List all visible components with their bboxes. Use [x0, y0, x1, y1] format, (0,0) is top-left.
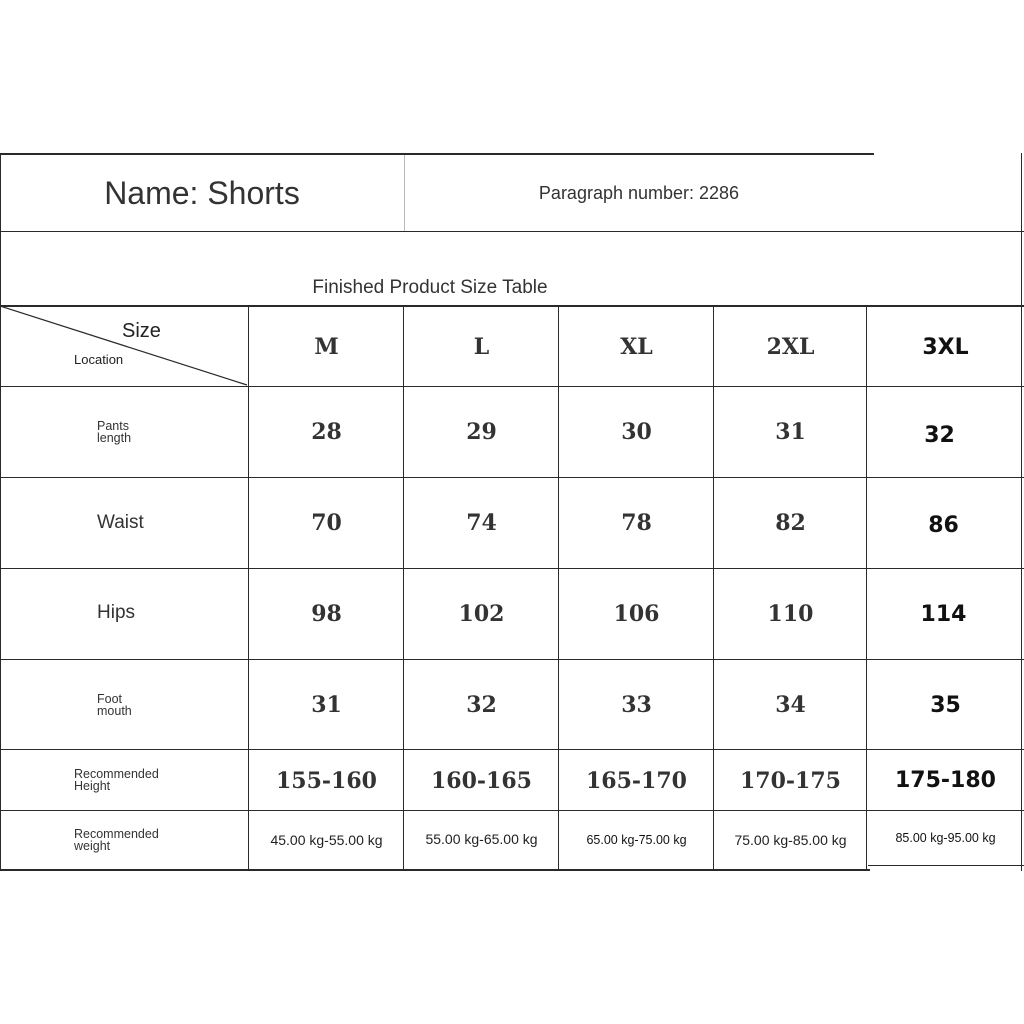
row-label-recommended-height: Recommended Height — [74, 767, 159, 793]
row-label-foot-mouth: Foot mouth — [97, 691, 132, 718]
table-cell: 29 — [466, 419, 497, 445]
table-cell: 86 — [928, 512, 959, 538]
location-header-label: Location — [74, 352, 124, 367]
table-border-bottom — [0, 869, 870, 871]
table-cell: 70 — [311, 510, 342, 536]
row-label-waist: Waist — [97, 512, 144, 533]
table-cell: 106 — [613, 601, 660, 627]
table-cell: 30 — [621, 419, 652, 445]
size-header-label: Size — [122, 320, 161, 342]
table-cell: 165-170 — [586, 768, 687, 794]
table-cell: 31 — [775, 419, 806, 445]
table-border-left — [0, 153, 1, 871]
product-name: Name: Shorts — [104, 174, 300, 211]
table-cell: 74 — [466, 510, 497, 536]
table-cell: 35 — [930, 692, 961, 718]
size-header-m: M — [314, 334, 339, 360]
row-label-recommended-weight: Recommended weight — [74, 827, 159, 853]
table-cell: 102 — [458, 601, 505, 627]
table-cell: 45.00 kg-55.00 kg — [270, 832, 383, 848]
table-cell: 170-175 — [740, 768, 841, 794]
table-border-bottom — [868, 865, 1024, 866]
paragraph-number: Paragraph number: 2286 — [538, 182, 740, 203]
table-cell: 85.00 kg-95.00 kg — [895, 831, 996, 845]
size-header-xl: XL — [620, 334, 653, 360]
row-label-pants-length: Pants length — [97, 419, 132, 445]
table-cell: 31 — [311, 692, 342, 718]
size-header-l: L — [473, 334, 490, 360]
table-cell: 78 — [621, 510, 652, 536]
table-cell: 155-160 — [276, 768, 377, 794]
table-cell: 28 — [311, 419, 342, 445]
table-cell: 32 — [466, 692, 497, 718]
table-cell: 110 — [767, 601, 814, 627]
size-header-3xl: 3XL — [922, 334, 969, 360]
row-label-hips: Hips — [97, 602, 136, 623]
corner-diagonal — [0, 306, 249, 387]
table-cell: 32 — [924, 422, 955, 448]
table-cell: 82 — [775, 510, 806, 536]
table-cell: 65.00 kg-75.00 kg — [586, 833, 687, 847]
table-cell: 98 — [311, 601, 342, 627]
table-cell: 175-180 — [895, 767, 996, 793]
table-cell: 55.00 kg-65.00 kg — [425, 831, 538, 847]
table-cell: 75.00 kg-85.00 kg — [734, 832, 847, 848]
table-cell: 114 — [920, 601, 967, 627]
table-cell: 33 — [621, 692, 652, 718]
size-header-2xl: 2XL — [766, 334, 815, 360]
table-cell: 160-165 — [431, 768, 532, 794]
table-cell: 34 — [775, 692, 806, 718]
table-caption: Finished Product Size Table — [312, 277, 548, 298]
